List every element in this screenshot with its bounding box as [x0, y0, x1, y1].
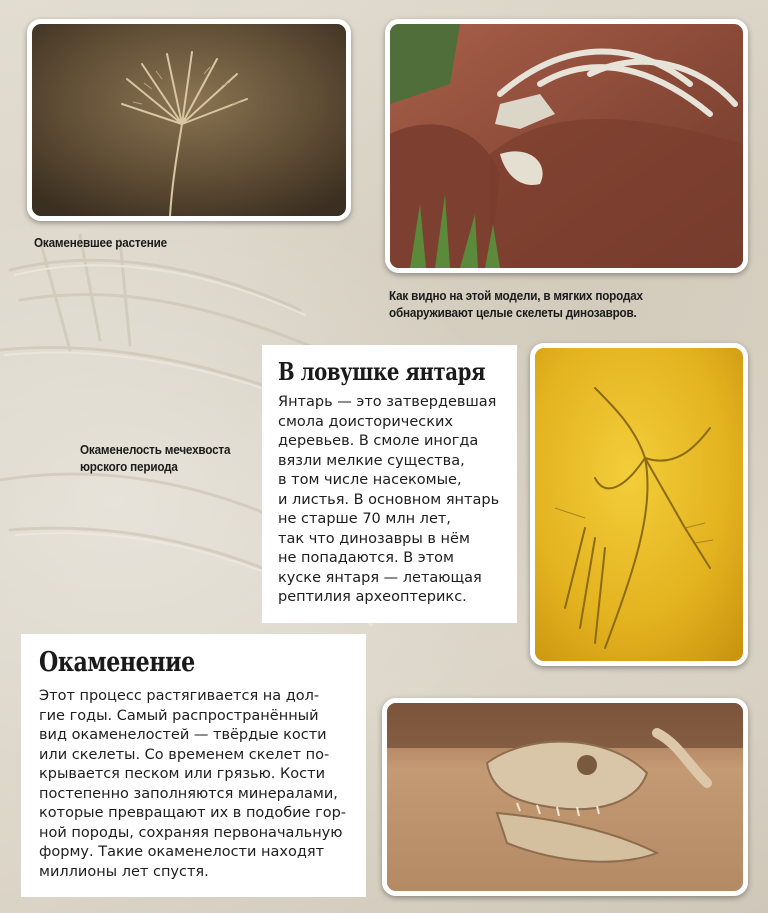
amber-info-panel: [262, 345, 517, 623]
amber-section-title: В ловушке янтаря: [278, 357, 486, 386]
petrification-info-panel: [21, 634, 366, 897]
fossil-plant-photo: [27, 19, 351, 221]
fossil-plant-caption: Окаменевшее растение: [34, 235, 167, 250]
amber-section-text: Янтарь — это затвердевшая смола доисторических деревьев. В смоле иногда вязли мелкие существа, в том числе насекомые, и листья. В основном янтарь не старше 70 млн лет, так что динозавры в нём не попадаются. В этом куске янтаря — летающая рептилия археоптерикс.: [278, 394, 500, 605]
horseshoe-crab-caption: Окаменелость мечехвоста юрского периода: [80, 442, 231, 474]
dinosaur-skull-fossil-photo: [382, 698, 748, 896]
petrification-section-text: Этот процесс растягивается на дол- гие годы. Самый распространённый вид окаменелостей — твёрдые кости или скелеты. Со временем скелет по- крывается песком или грязью. Кости постепенно заполняются минералами, которые превращают их в подобие гор- ной породы, сохраняя первоначальную форму. Такие окаменелости находят миллионы лет спустя.: [39, 688, 347, 880]
amber-archaeopteryx-photo: [530, 343, 748, 666]
dinosaur-model-photo: [385, 19, 748, 273]
dinosaur-model-caption: Как видно на этой модели, в мягких породах обнаруживают целые скелеты динозавров.: [389, 288, 643, 320]
petrification-section-title: Окаменение: [39, 647, 195, 678]
